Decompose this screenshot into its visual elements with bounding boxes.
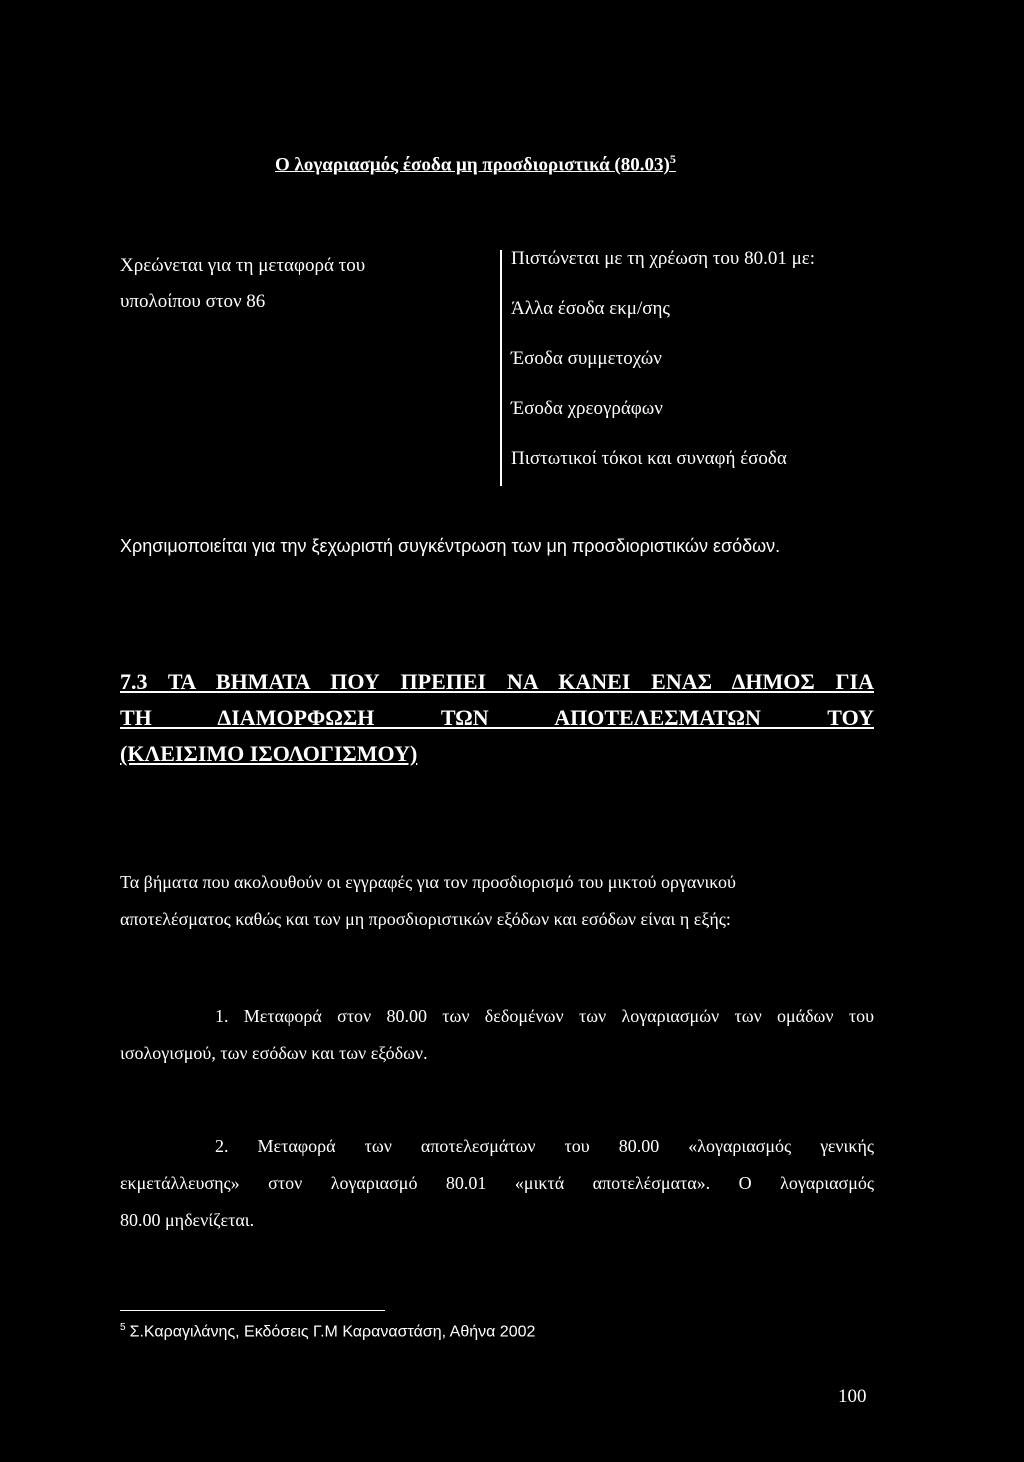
debit-line: Χρεώνεται για τη μεταφορά του (120, 255, 366, 276)
debit-line: υπολοίπου στον 86 (120, 291, 266, 312)
step-1-line: 1. Μεταφορά στον 80.00 των δεδομένων των λογαριασμών των ομάδων του (215, 1006, 874, 1026)
account-heading (275, 152, 676, 176)
credit-side (511, 248, 815, 498)
intro-line: αποτελέσματος καθώς και των μη προσδιοριστικών εξόδων και εσόδων είναι η εξής: (120, 909, 731, 929)
step-1-line: ισολογισμού, των εσόδων και των εξόδων. (120, 1043, 428, 1063)
step-2-line: 80.00 μηδενίζεται. (120, 1210, 255, 1230)
usage-note: Χρησιμοποιείται για την ξεχωριστή συγκέντρωση των μη προσδιοριστικών εσόδων. (120, 536, 781, 556)
section-heading-line: ΤΗ ΔΙΑΜΟΡΦΩΣΗ ΤΩΝ ΑΠΟΤΕΛΕΣΜΑΤΩΝ ΤΟΥ (120, 705, 874, 730)
section-heading (120, 664, 874, 772)
t-account-divider (500, 250, 502, 486)
credit-line: Έσοδα χρεογράφων (511, 398, 663, 419)
credit-line: Άλλα έσοδα εκμ/σης (511, 298, 670, 319)
intro-paragraph (120, 864, 880, 938)
footnote (120, 1322, 535, 1341)
footnote-separator (120, 1310, 385, 1311)
account-heading-text: Ο λογαριασμός έσοδα μη προσδιοριστικά (80.03) (275, 154, 670, 176)
step-2-line: εκμετάλλευσης» στον λογαριασμό 80.01 «μικτά αποτελέσματα». Ο λογαριασμός (120, 1173, 874, 1193)
credit-line: Έσοδα συμμετοχών (511, 348, 662, 369)
footnote-text: Σ.Καραγιλάνης, Εκδόσεις Γ.Μ Καραναστάση, Αθήνα 2002 (129, 1323, 536, 1341)
step-2 (120, 1128, 874, 1239)
debit-side (120, 248, 365, 320)
intro-line: Τα βήματα που ακολουθούν οι εγγραφές για τον προσδιορισμό του μικτού οργανικού (120, 872, 736, 892)
footnote-mark: 5 (120, 1322, 126, 1333)
account-heading-footnote-mark: 5 (669, 152, 676, 166)
page-number: 100 (838, 1386, 867, 1407)
step-1 (120, 998, 874, 1072)
credit-line: Πιστωτικοί τόκοι και συναφή έσοδα (511, 448, 787, 469)
section-heading-line: 7.3 ΤΑ ΒΗΜΑΤΑ ΠΟΥ ΠΡΕΠΕΙ ΝΑ ΚΑΝΕΙ ΕΝΑΣ ΔΗΜΟΣ ΓΙΑ (120, 669, 874, 694)
step-2-line: 2. Μεταφορά των αποτελεσμάτων του 80.00 «λογαριασμός γενικής (215, 1136, 874, 1156)
section-heading-line: (ΚΛΕΙΣΙΜΟ ΙΣΟΛΟΓΙΣΜΟΥ) (120, 741, 418, 766)
credit-line: Πιστώνεται με τη χρέωση του 80.01 με: (511, 248, 816, 269)
